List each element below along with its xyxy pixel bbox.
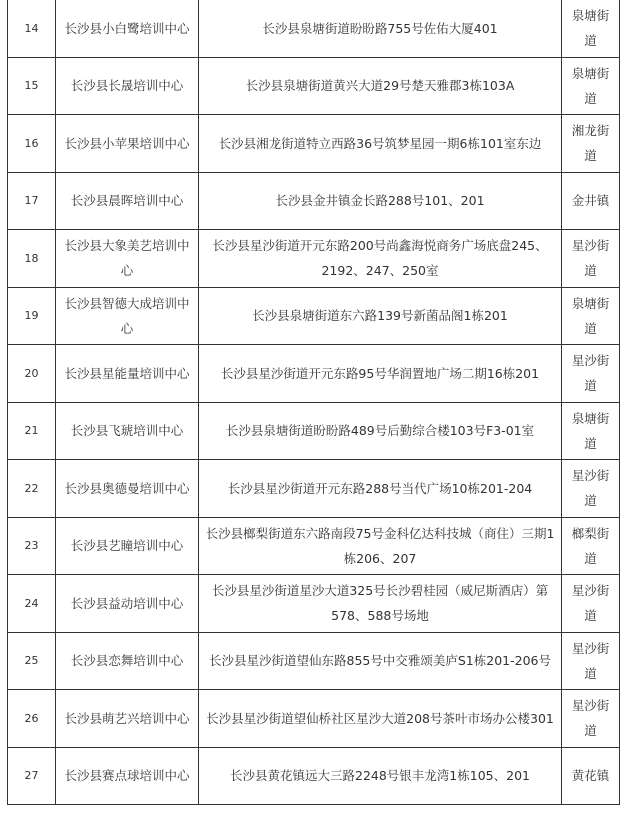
- center-name: 长沙县恋舞培训中心: [56, 632, 199, 690]
- table-row: [8, 460, 620, 518]
- center-name: 长沙县奥德曼培训中心: [56, 460, 199, 518]
- center-address: 长沙县泉塘街道东六路139号新菌品阁1栋201: [199, 287, 562, 345]
- center-address: 长沙县泉塘街道盼盼路489号后勤综合楼103号F3-01室: [199, 402, 562, 460]
- center-area: 星沙街道: [562, 230, 620, 288]
- center-name: 长沙县萌艺兴培训中心: [56, 690, 199, 748]
- table-row: [8, 0, 620, 57]
- center-area: 黄花镇: [562, 747, 620, 805]
- table-row: [8, 115, 620, 173]
- center-area: 泉塘街道: [562, 0, 620, 57]
- row-number: 26: [8, 690, 56, 748]
- center-address: 长沙县星沙街道开元东路288号当代广场10栋201-204: [199, 460, 562, 518]
- center-area: 星沙街道: [562, 690, 620, 748]
- row-number: 27: [8, 747, 56, 805]
- center-area: 金井镇: [562, 172, 620, 230]
- center-address: 长沙县泉塘街道盼盼路755号佐佑大厦401: [199, 0, 562, 57]
- center-address: 长沙县星沙街道开元东路95号华润置地广场二期16栋201: [199, 345, 562, 403]
- row-number: 23: [8, 517, 56, 575]
- table-row: [8, 690, 620, 748]
- center-address: 长沙县星沙街道开元东路200号尚鑫海悦商务广场底盘245、2192、247、250室: [199, 230, 562, 288]
- table-row: [8, 230, 620, 288]
- row-number: 22: [8, 460, 56, 518]
- table-row: [8, 345, 620, 403]
- row-number: 15: [8, 57, 56, 115]
- center-name: 长沙县智德大成培训中心: [56, 287, 199, 345]
- center-area: 泉塘街道: [562, 57, 620, 115]
- table-row: [8, 402, 620, 460]
- center-area: 星沙街道: [562, 345, 620, 403]
- center-name: 长沙县艺瞳培训中心: [56, 517, 199, 575]
- row-number: 14: [8, 0, 56, 57]
- row-number: 18: [8, 230, 56, 288]
- table-row: [8, 172, 620, 230]
- row-number: 16: [8, 115, 56, 173]
- center-area: 星沙街道: [562, 460, 620, 518]
- row-number: 17: [8, 172, 56, 230]
- table-row: [8, 632, 620, 690]
- center-area: 泉塘街道: [562, 287, 620, 345]
- table-row: [8, 57, 620, 115]
- row-number: 21: [8, 402, 56, 460]
- table-row: [8, 517, 620, 575]
- training-center-table: [7, 0, 620, 805]
- row-number: 19: [8, 287, 56, 345]
- center-name: 长沙县益动培训中心: [56, 575, 199, 633]
- center-name: 长沙县飞琥培训中心: [56, 402, 199, 460]
- center-address: 长沙县星沙街道望仙东路855号中交雅颂美庐S1栋201-206号: [199, 632, 562, 690]
- row-number: 20: [8, 345, 56, 403]
- table-row: [8, 287, 620, 345]
- center-address: 长沙县黄花镇远大三路2248号银丰龙湾1栋105、201: [199, 747, 562, 805]
- center-address: 长沙县星沙街道星沙大道325号长沙碧桂园（威尼斯酒店）第578、588号场地: [199, 575, 562, 633]
- center-address: 长沙县泉塘街道黄兴大道29号楚天雅郡3栋103A: [199, 57, 562, 115]
- center-area: 泉塘街道: [562, 402, 620, 460]
- center-area: 星沙街道: [562, 575, 620, 633]
- center-name: 长沙县星能量培训中心: [56, 345, 199, 403]
- center-address: 长沙县金井镇金长路288号101、201: [199, 172, 562, 230]
- center-area: 湘龙街道: [562, 115, 620, 173]
- center-name: 长沙县赛点球培训中心: [56, 747, 199, 805]
- table-row: [8, 747, 620, 805]
- center-name: 长沙县长晟培训中心: [56, 57, 199, 115]
- center-address: 长沙县湘龙街道特立西路36号筑梦星园一期6栋101室东边: [199, 115, 562, 173]
- center-address: 长沙县榔梨街道东六路南段75号金科亿达科技城（商住）三期1栋206、207: [199, 517, 562, 575]
- center-address: 长沙县星沙街道望仙桥社区星沙大道208号茶叶市场办公楼301: [199, 690, 562, 748]
- row-number: 24: [8, 575, 56, 633]
- center-name: 长沙县晨晖培训中心: [56, 172, 199, 230]
- row-number: 25: [8, 632, 56, 690]
- center-area: 榔梨街道: [562, 517, 620, 575]
- center-area: 星沙街道: [562, 632, 620, 690]
- table-row: [8, 575, 620, 633]
- center-name: 长沙县小苹果培训中心: [56, 115, 199, 173]
- center-name: 长沙县大象美艺培训中心: [56, 230, 199, 288]
- center-name: 长沙县小白鹭培训中心: [56, 0, 199, 57]
